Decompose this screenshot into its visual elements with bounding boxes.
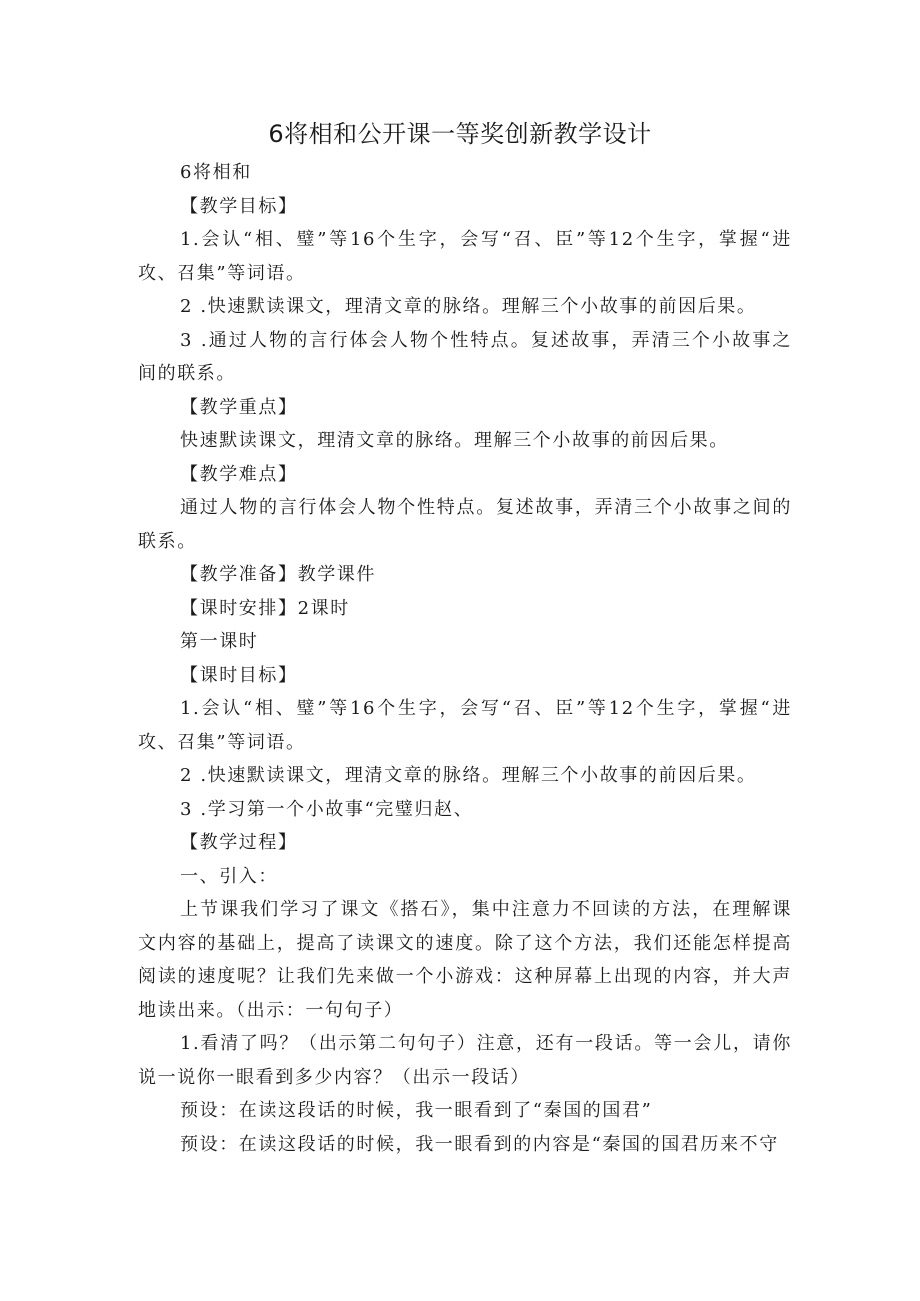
heading-first-lesson: 第一课时 (180, 631, 259, 652)
paragraph-schedule: 【课时安排】2课时 (180, 597, 350, 619)
heading-teaching-process: 【教学过程】 (180, 832, 298, 853)
paragraph-introduction: 上节课我们学习了课文《搭石》，集中注意力不回读的方法，在理解课文内容的基础上，提高了读课文的速度。除了这个方法，我们还能怎样提高阅读的速度呢？让我们先来做一个小游戏：这种屏幕上出现的内容，并大声地读出来。（出示：一句句子） (138, 899, 792, 1021)
heading-key-points: 【教学重点】 (180, 396, 298, 418)
paragraph-preparation: 【教学准备】教学课件 (180, 564, 376, 585)
document-title: 6将相和公开课一等奖创新教学设计 (268, 120, 652, 148)
heading-lesson-goals: 【课时目标】 (180, 664, 298, 686)
paragraph-goal-2: 2 .快速默读课文，理清文章的脉络。理解三个小故事的前因后果。 (180, 296, 757, 317)
paragraph-preset-1: 预设：在读这段话的时候，我一眼看到了“秦国的国君” (180, 1100, 653, 1121)
paragraph-goal-1: 1.会认“相、璧”等16个生字，会写“召、臣”等12个生字，掌握“进攻、召集”等词语。 (138, 229, 792, 284)
paragraph-difficulties: 通过人物的言行体会人物个性特点。复述故事，弄清三个小故事之间的联系。 (138, 497, 792, 552)
paragraph-goal-3: 3 .通过人物的言行体会人物个性特点。复述故事，弄清三个小故事之间的联系。 (138, 329, 792, 384)
paragraph-key-points: 快速默读课文，理清文章的脉络。理解三个小故事的前因后果。 (180, 430, 729, 451)
document-body (138, 156, 792, 1161)
paragraph-lesson-name: 6将相和 (180, 162, 252, 183)
heading-introduction: 一、引入： (180, 865, 278, 887)
paragraph-preset-2: 预设：在读这段话的时候，我一眼看到的内容是“秦国的国君历来不守 (180, 1133, 779, 1155)
paragraph-lesson-goal-1: 1.会认“相、璧”等16个生字，会写“召、臣”等12个生字，掌握“进攻、召集”等词语。 (138, 698, 792, 753)
paragraph-lesson-goal-2: 2 .快速默读课文，理清文章的脉络。理解三个小故事的前因后果。 (180, 765, 757, 786)
heading-teaching-goals: 【教学目标】 (180, 195, 298, 217)
heading-difficulties: 【教学难点】 (180, 463, 298, 485)
paragraph-step-1: 1.看清了吗？（出示第二句句子）注意，还有一段话。等一会儿，请你说一说你一眼看到多少内容？（出示一段话） (138, 1033, 792, 1088)
paragraph-lesson-goal-3: 3 .学习第一个小故事“完璧归赵、 (180, 798, 474, 820)
